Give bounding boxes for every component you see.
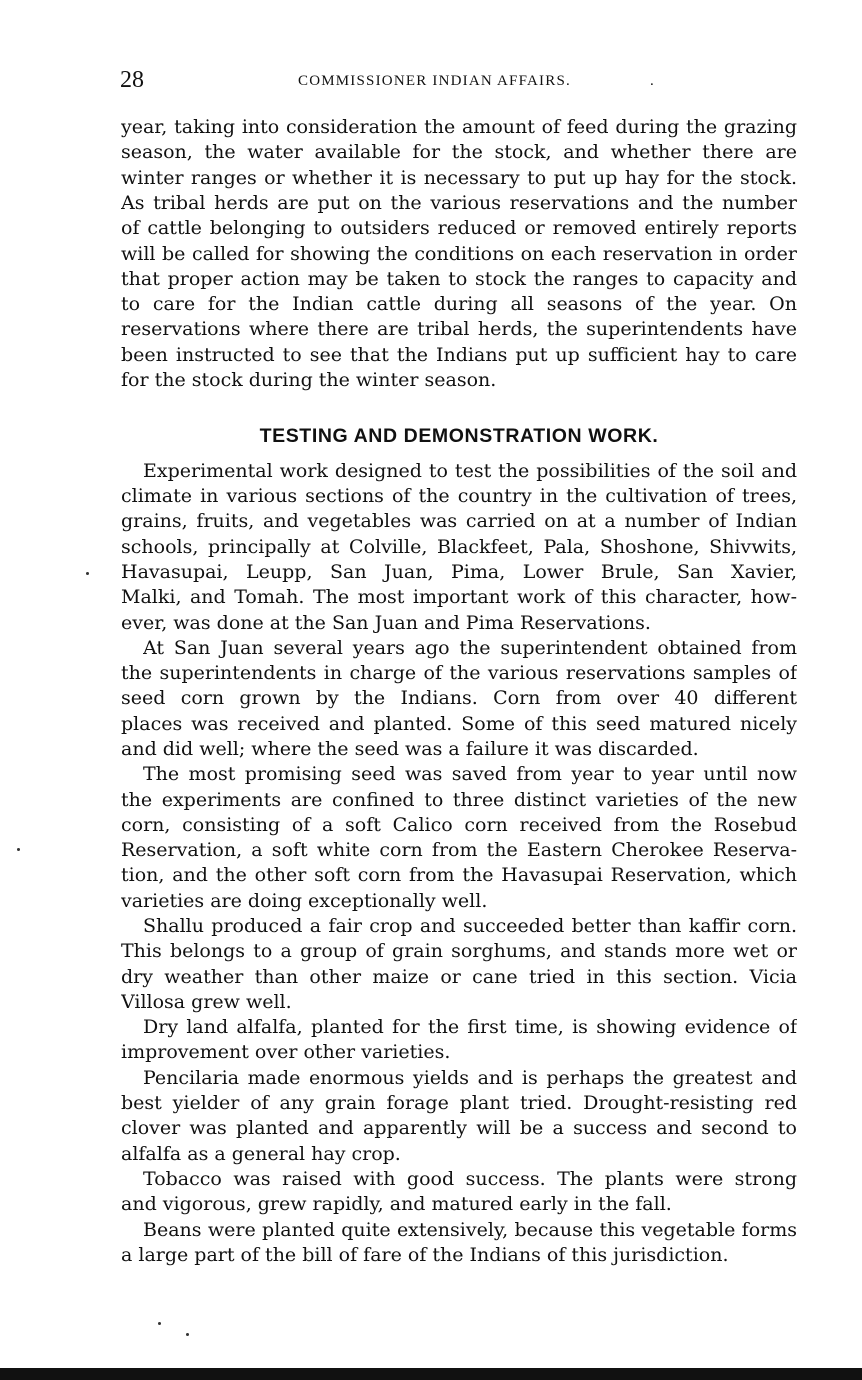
text-line: season, the water available for the stock, and whether there are <box>121 141 797 163</box>
text-line: and did well; where the seed was a failure it was discarded. <box>121 738 699 760</box>
text-line: improvement over other varieties. <box>121 1041 451 1063</box>
text-line: At San Juan several years ago the superintendent obtained from <box>143 637 797 659</box>
print-speck <box>17 848 20 851</box>
text-line: Villosa grew well. <box>121 991 292 1013</box>
text-line: Malki, and Tomah. The most important work of this character, how- <box>121 586 797 608</box>
bottom-edge-bar <box>0 1368 862 1380</box>
text-line: Tobacco was raised with good success. The plants were strong <box>143 1168 797 1190</box>
text-line: Reservation, a soft white corn from the Eastern Cherokee Reserva- <box>121 839 797 861</box>
text-line: places was received and planted. Some of this seed matured nicely <box>121 713 797 735</box>
section-heading: TESTING AND DEMONSTRATION WORK. <box>259 425 659 447</box>
text-line: As tribal herds are put on the various reservations and the number <box>121 192 797 214</box>
text-line: reservations where there are tribal herds, the superintendents have <box>121 318 797 340</box>
running-head: COMMISSIONER INDIAN AFFAIRS. <box>298 73 571 89</box>
text-line: The most promising seed was saved from year to year until now <box>143 763 797 785</box>
text-line: a large part of the bill of fare of the Indians of this jurisdiction. <box>121 1244 729 1266</box>
text-line: will be called for showing the conditions on each reservation in order <box>121 243 797 265</box>
text-line: and vigorous, grew rapidly, and matured early in the fall. <box>121 1193 672 1215</box>
text-line: Shallu produced a fair crop and succeeded better than kaffir corn. <box>143 915 797 937</box>
text-line: clover was planted and apparently will be a success and second to <box>121 1117 797 1139</box>
text-line: of cattle belonging to outsiders reduced or removed entirely reports <box>121 217 797 239</box>
print-speck <box>186 1333 189 1336</box>
print-speck <box>86 572 89 575</box>
text-line: tion, and the other soft corn from the Havasupai Reservation, which <box>121 864 797 886</box>
text-line: been instructed to see that the Indians put up sufficient hay to care <box>121 344 797 366</box>
print-speck <box>158 1322 161 1325</box>
text-line: year, taking into consideration the amount of feed during the grazing <box>121 116 797 138</box>
text-line: This belongs to a group of grain sorghums, and stands more wet or <box>121 940 797 962</box>
text-line: Pencilaria made enormous yields and is perhaps the greatest and <box>143 1067 797 1089</box>
text-line: ever, was done at the San Juan and Pima Reservations. <box>121 612 651 634</box>
text-line: varieties are doing exceptionally well. <box>121 890 488 912</box>
text-line: Experimental work designed to test the possibilities of the soil and <box>143 460 797 482</box>
header-mark: . <box>650 73 654 89</box>
text-line: schools, principally at Colville, Blackfeet, Pala, Shoshone, Shivwits, <box>121 536 797 558</box>
text-line: Havasupai, Leupp, San Juan, Pima, Lower Brule, San Xavier, <box>121 561 797 583</box>
page-header <box>120 66 796 94</box>
text-line: climate in various sections of the country in the cultivation of trees, <box>121 485 797 507</box>
text-line: the experiments are confined to three distinct varieties of the new <box>121 789 797 811</box>
page-number: 28 <box>120 67 144 93</box>
text-line: Dry land alfalfa, planted for the first time, is showing evidence of <box>143 1016 797 1038</box>
text-line: to care for the Indian cattle during all seasons of the year. On <box>121 293 797 315</box>
text-line: dry weather than other maize or cane tried in this section. Vicia <box>121 966 797 988</box>
text-line: alfalfa as a general hay crop. <box>121 1143 401 1165</box>
text-line: best yielder of any grain forage plant tried. Drought-resisting red <box>121 1092 797 1114</box>
text-line: the superintendents in charge of the various reservations samples of <box>121 662 797 684</box>
text-line: grains, fruits, and vegetables was carried on at a number of Indian <box>121 510 797 532</box>
text-line: seed corn grown by the Indians. Corn from over 40 different <box>121 687 797 709</box>
text-line: Beans were planted quite extensively, because this vegetable forms <box>143 1219 797 1241</box>
text-line: winter ranges or whether it is necessary to put up hay for the stock. <box>121 167 797 189</box>
text-line: that proper action may be taken to stock the ranges to capacity and <box>121 268 797 290</box>
text-line: for the stock during the winter season. <box>121 369 497 391</box>
text-line: corn, consisting of a soft Calico corn received from the Rosebud <box>121 814 797 836</box>
